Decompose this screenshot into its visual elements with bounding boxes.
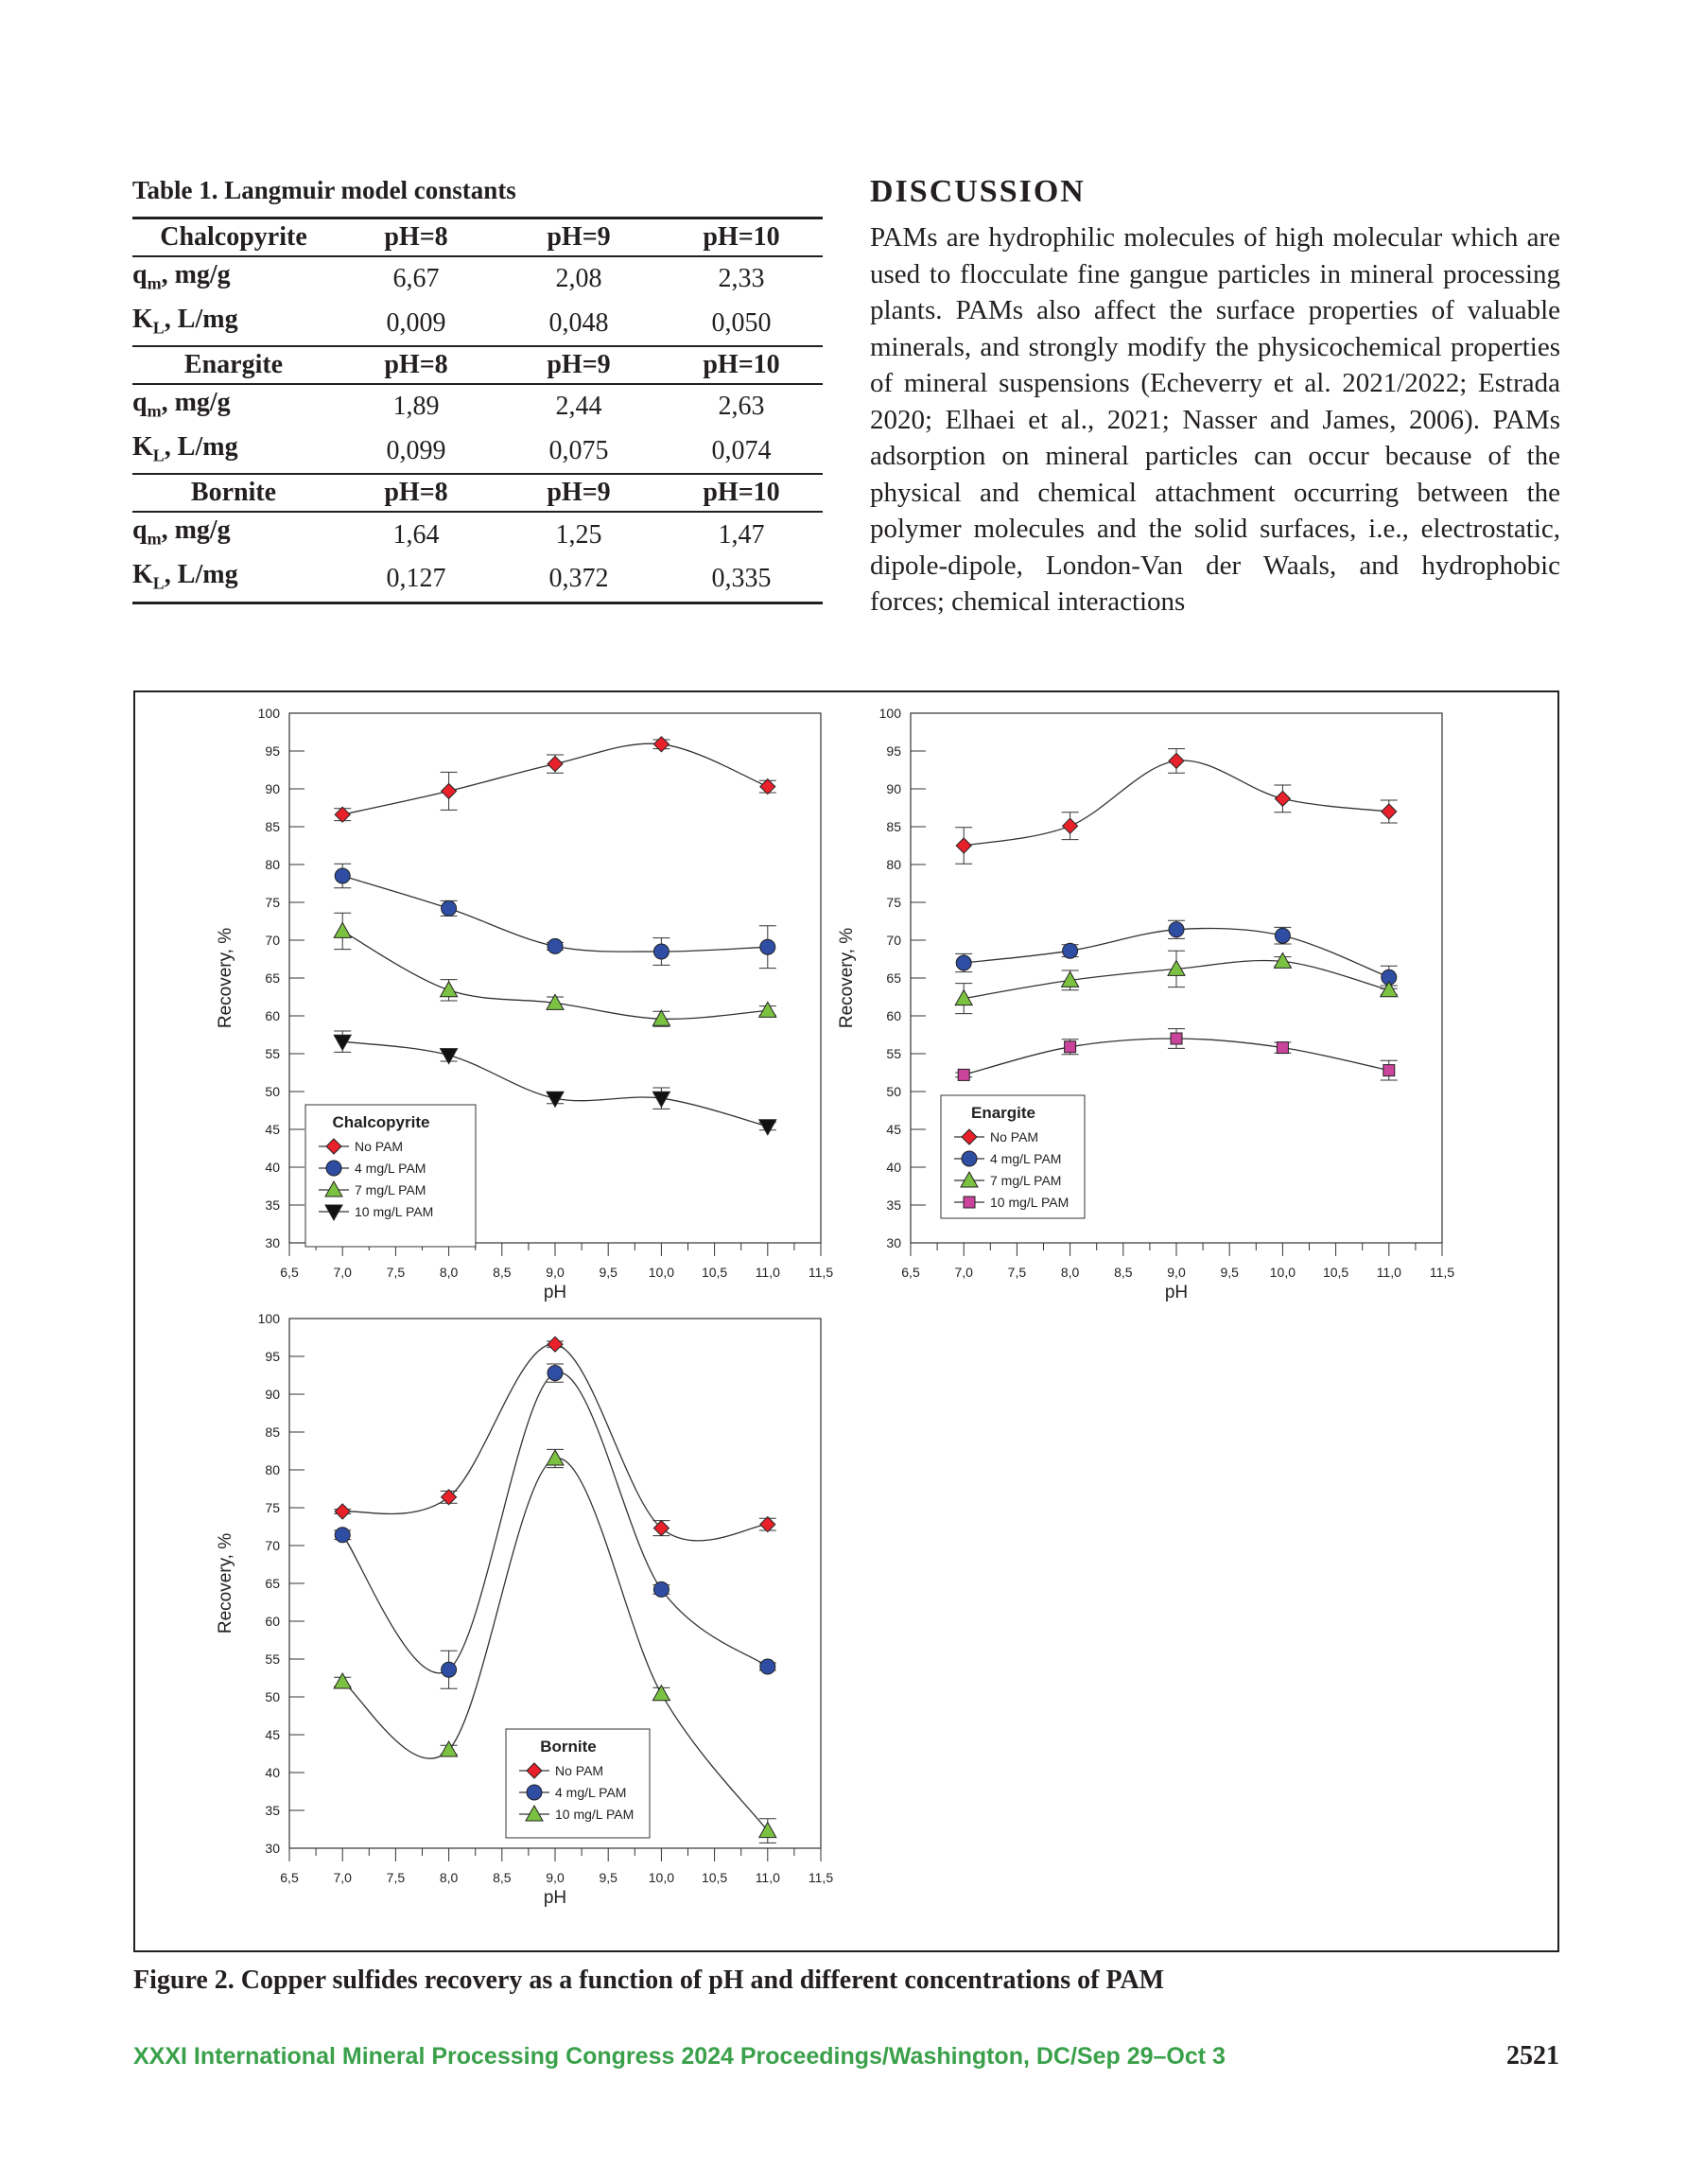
data-point-c1-slegend-p3 [964, 1197, 975, 1208]
figure-2-frame [133, 690, 1559, 1952]
y-tick-label: 65 [265, 970, 280, 986]
data-point-c1-s0-p0 [956, 838, 971, 853]
ph-header: pH=10 [660, 218, 823, 257]
data-point-c2-s2-p4 [759, 1823, 776, 1838]
x-tick-label: 10,5 [1322, 1265, 1349, 1280]
legend-label: No PAM [555, 1763, 604, 1778]
row-unit: , mg/g [161, 388, 231, 418]
y-tick-label: 65 [886, 970, 901, 986]
ph-header: pH=9 [497, 218, 660, 257]
y-tick-label: 85 [265, 819, 280, 834]
table-row [132, 256, 823, 302]
data-point-c2-s2-p1 [441, 1741, 458, 1756]
data-point-c2-s2-p2 [547, 1450, 564, 1465]
legend-label: No PAM [990, 1129, 1039, 1144]
x-tick-label: 11,0 [1376, 1265, 1401, 1280]
row-unit: , mg/g [161, 515, 231, 546]
y-tick-label: 80 [265, 1462, 280, 1477]
y-axis-label: Recovery, % [837, 927, 857, 1029]
y-tick-label: 90 [265, 781, 280, 796]
table-row [132, 512, 823, 557]
row-symbol: q [132, 515, 148, 546]
row-subscript: m [147, 273, 162, 293]
y-tick-label: 60 [265, 1614, 280, 1629]
legend-label: 10 mg/L PAM [555, 1807, 635, 1822]
table-cell: 0,335 [660, 557, 823, 603]
data-point-c1-s0-p1 [1063, 818, 1078, 833]
data-point-c2-s2-p0 [334, 1673, 351, 1688]
data-point-c1-s3-p2 [1171, 1033, 1182, 1044]
x-tick-label: 8,0 [439, 1870, 459, 1885]
x-tick-label: 11,5 [808, 1870, 834, 1885]
row-label [132, 429, 335, 475]
table-cell: 0,074 [711, 436, 772, 466]
table-caption: Table 1. Langmuir model constants [132, 176, 516, 204]
row-subscript: L [152, 573, 165, 593]
y-axis-label: Recovery, % [216, 1532, 235, 1634]
y-tick-label: 50 [886, 1084, 901, 1099]
legend-label: 7 mg/L PAM [990, 1173, 1062, 1188]
data-point-c0-s0-p1 [442, 783, 457, 798]
x-tick-label: 10,0 [648, 1265, 675, 1280]
series-line-c2-s1 [342, 1372, 768, 1673]
x-tick-label: 9,0 [546, 1265, 565, 1280]
row-subscript: L [152, 318, 165, 338]
row-label [132, 512, 335, 557]
y-tick-label: 30 [265, 1235, 280, 1250]
x-tick-label: 7,5 [386, 1870, 406, 1885]
y-tick-label: 70 [265, 1538, 280, 1553]
y-axis-label: Recovery, % [216, 927, 235, 1029]
y-tick-label: 75 [265, 1500, 280, 1515]
y-tick-label: 100 [878, 706, 901, 721]
data-point-c0-s0-p3 [653, 737, 669, 752]
table-cell: 1,47 [718, 519, 765, 550]
x-tick-label: 8,0 [1060, 1265, 1080, 1280]
row-label [132, 384, 335, 429]
y-tick-label: 85 [265, 1424, 280, 1440]
table-cell: 2,33 [718, 264, 765, 294]
row-unit: , L/mg [164, 431, 238, 462]
row-label [132, 557, 335, 603]
table-cell: 2,63 [718, 392, 765, 422]
table-cell: 2,08 [555, 264, 602, 294]
y-tick-label: 55 [886, 1046, 901, 1061]
x-tick-label: 7,5 [1007, 1265, 1027, 1280]
x-tick-label: 8,5 [493, 1870, 512, 1885]
discussion-section [870, 174, 1560, 620]
legend-label: 7 mg/L PAM [355, 1182, 426, 1197]
data-point-c0-s2-p3 [652, 1010, 670, 1025]
table-cell: 0,127 [335, 557, 497, 603]
legend-label: 4 mg/L PAM [355, 1161, 426, 1176]
ph-header: pH=9 [497, 346, 660, 384]
ph-header: pH=8 [335, 346, 497, 384]
y-tick-label: 40 [886, 1160, 901, 1175]
data-point-c0-s0-p4 [760, 779, 775, 795]
table-row [132, 302, 823, 347]
table-cell: 0,075 [548, 436, 609, 466]
ph-header: pH=10 [660, 346, 823, 384]
mineral-name: Bornite [132, 474, 335, 512]
y-tick-label: 50 [265, 1084, 280, 1099]
row-symbol: q [132, 388, 148, 418]
y-tick-label: 75 [265, 895, 280, 910]
row-label [132, 256, 335, 302]
y-tick-label: 95 [265, 1349, 280, 1364]
data-point-c1-s2-p4 [1381, 982, 1398, 997]
y-tick-label: 50 [265, 1689, 280, 1704]
x-tick-label: 8,5 [1114, 1265, 1133, 1280]
data-point-c0-s1-p3 [653, 944, 669, 959]
y-tick-label: 80 [886, 857, 901, 872]
data-point-c0-s1-p0 [335, 868, 350, 883]
data-point-c0-s2-p4 [759, 1002, 776, 1017]
table-cell: 0,050 [711, 307, 772, 338]
ph-header: pH=8 [335, 474, 497, 512]
data-point-c1-s1-p1 [1063, 943, 1078, 958]
table-cell: 0,048 [548, 307, 609, 338]
data-point-c1-s1-p3 [1275, 928, 1290, 943]
data-point-c0-s1-p1 [442, 900, 457, 916]
mineral-name: Enargite [132, 346, 335, 384]
x-axis-label: pH [1164, 1283, 1189, 1302]
y-tick-label: 70 [886, 933, 901, 948]
legend-label: 10 mg/L PAM [355, 1204, 434, 1219]
data-point-c1-s1-p0 [956, 955, 971, 970]
data-point-c2-s1-p3 [653, 1581, 669, 1597]
data-point-c2-s0-p2 [548, 1337, 563, 1352]
data-point-c1-s1-p2 [1169, 922, 1184, 937]
row-symbol: K [132, 431, 153, 462]
x-tick-label: 9,5 [599, 1870, 617, 1885]
x-tick-label: 7,5 [386, 1265, 406, 1280]
x-axis-label: pH [543, 1283, 567, 1302]
y-tick-label: 90 [265, 1387, 280, 1402]
y-tick-label: 35 [886, 1197, 901, 1213]
table-cell: 1,25 [555, 519, 602, 550]
y-tick-label: 35 [265, 1197, 280, 1213]
row-subscript: m [147, 401, 162, 421]
table-cell: 0,099 [386, 436, 446, 466]
legend-label: 10 mg/L PAM [990, 1195, 1070, 1210]
y-tick-label: 70 [265, 933, 280, 948]
data-point-c0-slegend-p1 [326, 1161, 341, 1176]
x-tick-label: 7,0 [333, 1265, 352, 1280]
table-cell: 1,89 [392, 392, 440, 422]
table-cell: 6,67 [392, 264, 440, 294]
x-axis-label: pH [543, 1888, 567, 1908]
y-tick-label: 55 [265, 1046, 280, 1061]
data-point-c1-s3-p1 [1065, 1041, 1076, 1053]
data-point-c2-s1-p0 [335, 1528, 350, 1543]
row-unit: , L/mg [164, 559, 238, 589]
x-tick-label: 7,0 [333, 1870, 352, 1885]
data-point-c2-slegend-p1 [527, 1785, 542, 1800]
table-cell: 1,64 [392, 519, 440, 550]
x-tick-label: 9,5 [1220, 1265, 1239, 1280]
table-cell: 2,44 [555, 392, 602, 422]
row-subscript: L [152, 446, 165, 465]
x-tick-label: 10,5 [701, 1265, 728, 1280]
data-point-c2-s1-p4 [760, 1659, 775, 1674]
y-tick-label: 65 [265, 1576, 280, 1591]
data-point-c0-s0-p2 [548, 757, 563, 772]
y-tick-label: 35 [265, 1803, 280, 1818]
data-point-c0-s3-p4 [759, 1120, 776, 1135]
discussion-heading: DISCUSSION [870, 174, 1086, 209]
y-tick-label: 30 [265, 1841, 280, 1856]
y-tick-label: 45 [886, 1122, 901, 1137]
data-point-c2-s1-p2 [548, 1366, 563, 1381]
y-tick-label: 100 [257, 706, 280, 721]
y-tick-label: 90 [886, 781, 901, 796]
mineral-name: Chalcopyrite [132, 218, 335, 257]
x-tick-label: 9,0 [546, 1870, 565, 1885]
data-point-c1-s0-p2 [1169, 753, 1184, 768]
row-label [132, 302, 335, 347]
x-tick-label: 8,0 [439, 1265, 459, 1280]
x-tick-label: 10,0 [1269, 1265, 1296, 1280]
y-tick-label: 55 [265, 1651, 280, 1667]
data-point-c0-s2-p1 [441, 982, 458, 997]
langmuir-table [132, 217, 823, 604]
x-tick-label: 11,0 [755, 1870, 780, 1885]
y-tick-label: 60 [265, 1008, 280, 1023]
data-point-c1-slegend-p1 [962, 1151, 977, 1166]
y-tick-label: 80 [265, 857, 280, 872]
x-tick-label: 6,5 [280, 1265, 299, 1280]
legend-title: Bornite [540, 1738, 597, 1756]
ph-header: pH=8 [335, 218, 497, 257]
data-point-c0-s0-p0 [335, 807, 350, 822]
table-header-row [132, 218, 823, 257]
data-point-c1-s0-p3 [1275, 791, 1290, 806]
data-point-c2-s0-p0 [335, 1504, 350, 1519]
y-tick-label: 100 [257, 1311, 280, 1326]
x-tick-label: 11,5 [808, 1265, 834, 1280]
row-symbol: q [132, 260, 148, 289]
y-tick-label: 40 [265, 1765, 280, 1780]
legend-title: Enargite [970, 1104, 1036, 1122]
data-point-c1-s3-p3 [1277, 1042, 1288, 1054]
x-tick-label: 8,5 [493, 1265, 512, 1280]
data-point-c1-s3-p0 [958, 1069, 969, 1080]
table-cell: 0,372 [497, 557, 660, 603]
row-symbol: K [132, 304, 153, 334]
y-tick-label: 45 [265, 1727, 280, 1742]
x-tick-label: 9,5 [599, 1265, 617, 1280]
y-tick-label: 95 [265, 743, 280, 759]
x-tick-label: 11,5 [1429, 1265, 1455, 1280]
table-header-row [132, 474, 823, 512]
data-point-c0-s1-p4 [760, 939, 775, 954]
x-tick-label: 10,5 [701, 1870, 728, 1885]
y-tick-label: 95 [886, 743, 901, 759]
row-unit: , L/mg [164, 304, 238, 334]
series-line-c0-s0 [342, 743, 768, 814]
x-tick-label: 10,0 [648, 1870, 675, 1885]
data-point-c1-s3-p4 [1383, 1065, 1395, 1076]
row-subscript: m [147, 529, 162, 549]
table-row [132, 429, 823, 475]
row-unit: , mg/g [161, 260, 231, 289]
legend-label: 4 mg/L PAM [555, 1785, 627, 1800]
data-point-c0-s2-p0 [334, 922, 351, 937]
y-tick-label: 45 [265, 1122, 280, 1137]
x-tick-label: 7,0 [954, 1265, 973, 1280]
ph-header: pH=9 [497, 474, 660, 512]
y-tick-label: 60 [886, 1008, 901, 1023]
x-tick-label: 11,0 [755, 1265, 780, 1280]
table-row [132, 557, 823, 603]
data-point-c0-s1-p2 [548, 938, 563, 953]
y-tick-label: 75 [886, 895, 901, 910]
x-tick-label: 9,0 [1167, 1265, 1186, 1280]
legend-label: No PAM [355, 1139, 404, 1154]
y-tick-label: 85 [886, 819, 901, 834]
legend-title: Chalcopyrite [332, 1113, 430, 1131]
figure-caption: Figure 2. Copper sulfides recovery as a function of pH and different concentrations of PAM [133, 1966, 1165, 1995]
ph-header: pH=10 [660, 474, 823, 512]
table-row [132, 384, 823, 429]
legend-label: 4 mg/L PAM [990, 1151, 1062, 1166]
page-footer: XXXI International Mineral Processing Congress 2024 Proceedings/Washington, DC/Sep 29–Oct 3 [133, 2043, 1226, 2070]
table-cell: 0,009 [386, 307, 446, 338]
y-tick-label: 40 [265, 1160, 280, 1175]
table-header-row [132, 346, 823, 384]
data-point-c2-s0-p4 [760, 1517, 775, 1532]
discussion-text: PAMs are hydrophilic molecules of high molecular which are used to flocculate fine gangue particles in mineral processing plants. PAMs also affect the surface properties of valuable minerals, and strongly modify the physicochemical properties of mineral suspensions (Echeverry et al. 2021/2022; Estrada 2020; Elhaei et al., 2021; Nasser and James, 2006). PAMs adsorption on mineral particles can occur because of the physical and chemical attachment occurring between the polymer molecules and the solid surfaces, i.e., electrostatic, dipole-dipole, London-Van der Waals, and hydrophobic forces; chemical interactions [870, 222, 1560, 617]
data-point-c2-s1-p1 [442, 1662, 457, 1677]
y-tick-label: 30 [886, 1235, 901, 1250]
x-tick-label: 6,5 [901, 1265, 920, 1280]
row-symbol: K [132, 559, 153, 589]
data-point-c1-s0-p4 [1382, 804, 1397, 819]
figure-2-charts [135, 692, 1557, 1950]
langmuir-table-section [132, 176, 823, 604]
page-number: 2521 [1506, 2041, 1559, 2070]
x-tick-label: 6,5 [280, 1870, 299, 1885]
